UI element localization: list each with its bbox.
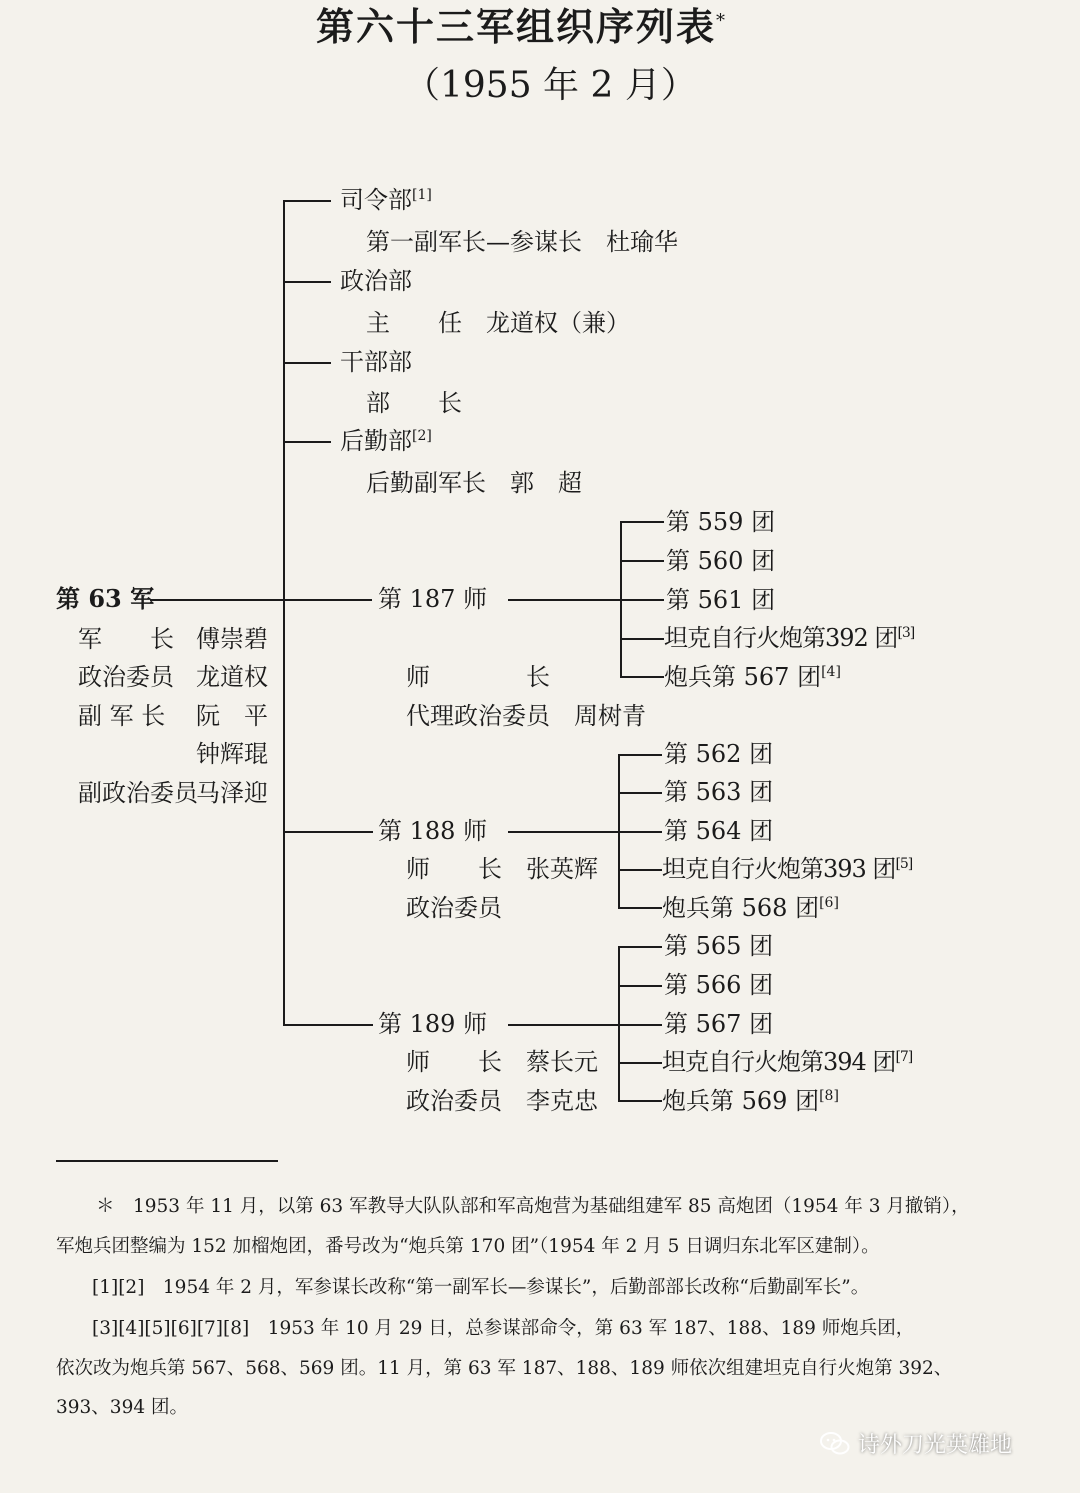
div188-tick [618, 869, 662, 871]
page-title: 第六十三军组织序列表* [316, 4, 728, 49]
div187-tick [620, 599, 664, 601]
army-commissar-role: 政治委员 [78, 663, 174, 691]
regiment-tank-393: 坦克自行火炮第393 团[5] [662, 855, 913, 883]
footnote-3-8-line-2: 依次改为炮兵第 567、568、569 团。11 月，第 63 军 187、188、189 师依次组建坦克自行火炮第 392、 [56, 1358, 953, 1379]
div189-line [508, 1024, 618, 1026]
footnote-star-line-2: 军炮兵团整编为 152 加榴炮团，番号改为“炮兵第 170 团”（1954 年 2 月 5 日调归东北军区建制）。 [56, 1236, 880, 1257]
div189-name: 第 189 师 [378, 1010, 488, 1038]
div188-tick [618, 907, 662, 909]
regiment-561: 第 561 团 [666, 586, 776, 614]
div188-line [508, 831, 618, 833]
army-commissar: 龙道权 [196, 663, 268, 691]
branch-line-div189 [283, 1024, 373, 1026]
regiment-566: 第 566 团 [664, 971, 774, 999]
army-commander-role: 军 长 [78, 625, 174, 653]
zhengzhi-bu-label: 政治部 [340, 267, 412, 295]
branch-line-siling [283, 200, 331, 202]
branch-line-div188 [283, 831, 373, 833]
watermark [820, 1428, 1012, 1459]
houqin-staff: 后勤副军长 郭 超 [366, 469, 582, 497]
regiment-559: 第 559 团 [666, 508, 776, 536]
div189-tick [618, 985, 662, 987]
div188-tick [618, 792, 662, 794]
army-deputy-commissar: 马泽迎 [196, 779, 268, 807]
regiment-artillery-569: 炮兵第 569 团[8] [662, 1087, 839, 1115]
div187-line [508, 599, 620, 601]
footnote-star-line-1: ＊ 1953 年 11 月，以第 63 军教导大队队部和军高炮营为基础组建军 85 高炮团（1954 年 3 月撤销）， [96, 1196, 970, 1217]
army-deputy-role: 副 军 长 [78, 702, 166, 730]
army-deputy-commissar-role: 副政治委员 [78, 779, 198, 807]
regiment-tank-392: 坦克自行火炮第392 团[3] [664, 624, 915, 652]
div188-commander: 师 长 张英辉 [406, 855, 598, 883]
branch-line-zhengzhi [283, 281, 331, 283]
div189-commander: 师 长 蔡长元 [406, 1048, 598, 1076]
regiment-563: 第 563 团 [664, 778, 774, 806]
div189-tick [618, 1062, 662, 1064]
zhengzhi-staff: 主 任 龙道权（兼） [366, 309, 630, 337]
army-commander: 傅崇碧 [196, 625, 268, 653]
div189-commissar: 政治委员 李克忠 [406, 1087, 598, 1115]
footnote-3-8-line-1: [3][4][5][6][7][8] 1953 年 10 月 29 日，总参谋部命令，第 63 军 187、188、189 师炮兵团， [92, 1318, 915, 1339]
army-line [150, 599, 372, 601]
div187-tick [620, 638, 664, 640]
siling-bu-label: 司令部[1] [340, 186, 432, 214]
regiment-567: 第 567 团 [664, 1010, 774, 1038]
div189-tick [618, 1100, 662, 1102]
regiment-artillery-568: 炮兵第 568 团[6] [662, 894, 839, 922]
ganbu-staff: 部 长 [366, 389, 462, 417]
footnote-separator [56, 1160, 278, 1162]
div189-tick [618, 1024, 662, 1026]
houqin-bu-label: 后勤部[2] [340, 427, 432, 455]
div187-tick [620, 676, 664, 678]
tree-trunk-line [283, 200, 285, 1026]
watermark-text: 诗外刀光英雄地 [858, 1433, 1013, 1458]
div188-tick [618, 754, 662, 756]
div187-tick [620, 560, 664, 562]
regiment-564: 第 564 团 [664, 817, 774, 845]
branch-line-ganbu [283, 362, 331, 364]
army-name: 第 63 军 [56, 584, 155, 613]
siling-staff: 第一副军长—参谋长 杜瑜华 [366, 228, 678, 256]
regiment-tank-394: 坦克自行火炮第394 团[7] [662, 1048, 913, 1076]
ganbu-bu-label: 干部部 [340, 348, 412, 376]
title-footnote-mark: * [716, 10, 728, 32]
footnote-3-8-line-3: 393、394 团。 [56, 1397, 189, 1418]
army-deputy-1: 阮 平 [196, 702, 268, 730]
div187-commander: 师 长 [406, 663, 550, 691]
army-deputy-2: 钟辉琨 [196, 740, 268, 768]
branch-line-houqin [283, 441, 331, 443]
div187-commissar: 代理政治委员 周树青 [406, 702, 646, 730]
footnote-1-2: [1][2] 1954 年 2 月，军参谋长改称“第一副军长—参谋长”，后勤部部长改称“后勤副军长”。 [92, 1277, 870, 1298]
regiment-565: 第 565 团 [664, 932, 774, 960]
page-subtitle: （1955 年 2 月） [404, 65, 697, 106]
div188-tick [618, 831, 662, 833]
div188-name: 第 188 师 [378, 817, 488, 845]
div187-tick [620, 521, 664, 523]
regiment-562: 第 562 团 [664, 740, 774, 768]
regiment-560: 第 560 团 [666, 547, 776, 575]
div189-tick [618, 946, 662, 948]
div188-commissar: 政治委员 [406, 894, 502, 922]
div187-name: 第 187 师 [378, 585, 488, 613]
wechat-icon [820, 1431, 850, 1457]
regiment-artillery-567: 炮兵第 567 团[4] [664, 663, 841, 691]
